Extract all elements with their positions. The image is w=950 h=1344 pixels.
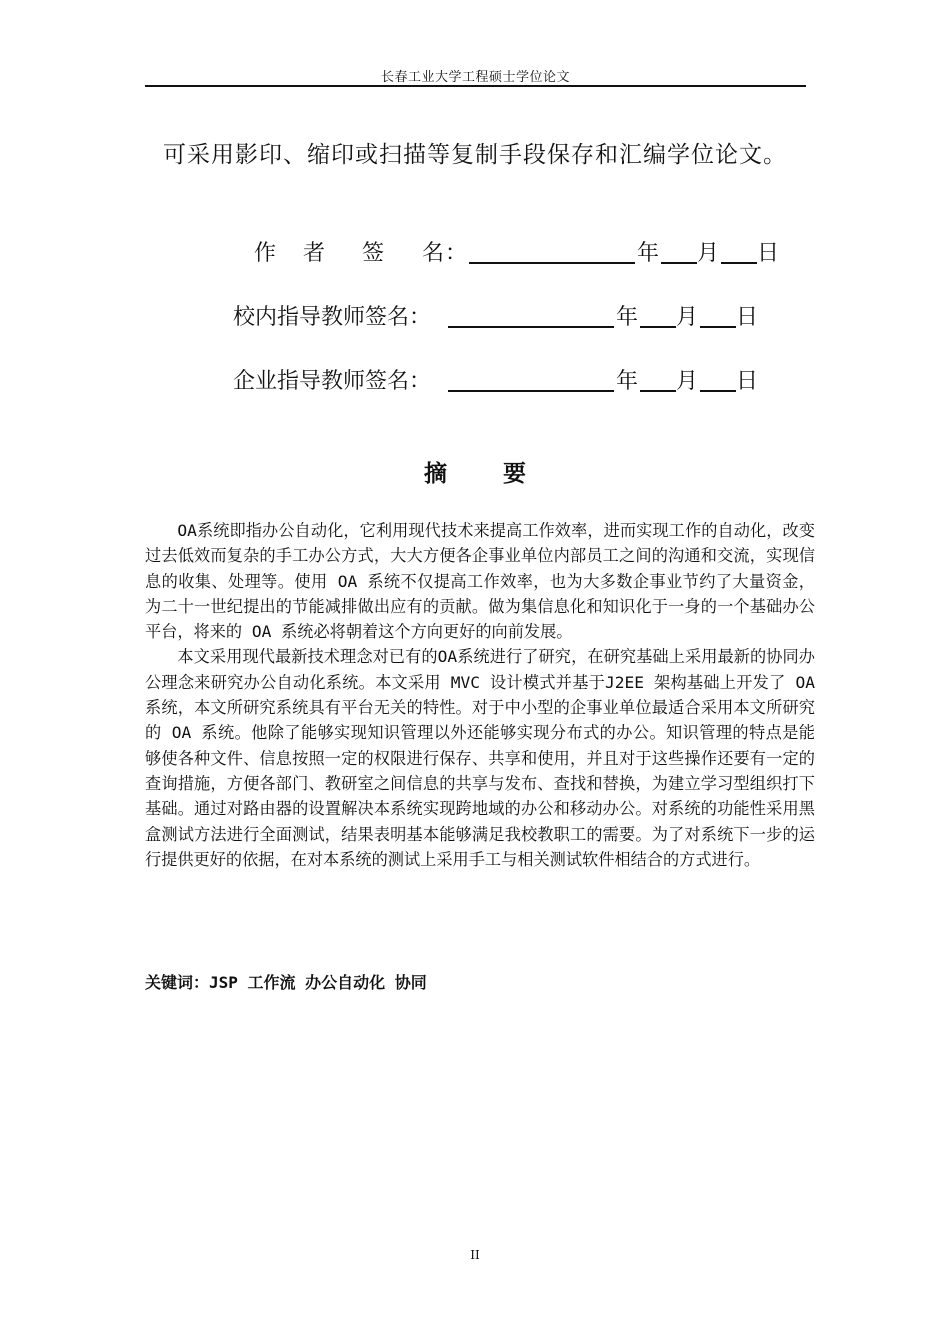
abstract-paragraph-2: 本文采用现代最新技术理念对已有的OA系统进行了研究，在研究基础上采用最新的协同办公理念来研究办公自动化系统。本文采用 MVC 设计模式并基于J2EE 架构基础上开发了 OA 系统，本文所研究系统具有平台无关的特性。对于中小型的企事业单位最适合采用本文所研究的 OA 系统。他除了能够实现知识管理以外还能够实现分布式的办公。知识管理的特点是能够使各种文件、信息按照一定的权限进行保存、共享和使用，并且对于这些操作还要有一定的查询措施，方便各部门、教研室之间信息的共享与发布、查找和替换，为建立学习型组织打下基础。通过对路由器的设置解决本系统实现跨地域的办公和移动办公。对系统的功能性采用黑盒测试方法进行全面测试，结果表明基本能够满足我校教职工的需要。为了对系统下一步的运行提供更好的依据，在对本系统的测试上采用手工与相关测试软件相结合的方式进行。 — [145, 647, 815, 869]
page-number: II — [470, 1248, 480, 1262]
abstract-paragraph-1: OA系统即指办公自动化，它利用现代技术来提高工作效率，进而实现工作的自动化，改变过去低效而复杂的手工办公方式，大大方便各企事业单位内部员工之间的沟通和交流，实现信息的收集、处理等。使用 OA 系统不仅提高工作效率，也为大多数企事业节约了大量资金，为二十一世纪提出的节能减排做出应有的贡献。做为集信息化和知识化于一身的一个基础办公平台，将来的 OA 系统必将朝着这个方向更好的向前发展。 — [145, 521, 815, 642]
enterprise-advisor-signature-row — [0, 364, 950, 400]
author-label-char-1: 作 — [254, 241, 277, 266]
author-year-blank[interactable] — [661, 236, 697, 264]
enterprise-advisor-year-label: 年 — [616, 369, 639, 394]
header-rule — [145, 85, 806, 87]
abstract-title-char-1: 摘 — [424, 460, 447, 487]
abstract-body — [145, 518, 815, 872]
author-label-char-4: 名 — [422, 241, 445, 266]
author-month-blank[interactable] — [721, 236, 757, 264]
author-signature-blank[interactable] — [469, 236, 635, 264]
abstract-title — [0, 455, 950, 488]
author-day-label: 日 — [757, 241, 780, 266]
author-label-char-2: 者 — [303, 241, 326, 266]
keywords: 关键词：JSP 工作流 办公自动化 协同 — [145, 973, 427, 992]
enterprise-advisor-label: 企业指导教师签名： — [233, 369, 432, 394]
internal-advisor-day-label: 日 — [736, 305, 759, 330]
abstract-title-char-2: 要 — [503, 460, 526, 487]
intro-text: 可采用影印、缩印或扫描等复制手段保存和汇编学位论文。 — [163, 142, 787, 168]
page-header-title: 长春工业大学工程硕士学位论文 — [380, 70, 570, 85]
internal-advisor-signature-row — [0, 300, 950, 336]
enterprise-advisor-year-blank[interactable] — [640, 364, 676, 392]
enterprise-advisor-day-label: 日 — [736, 369, 759, 394]
author-month-label: 月 — [697, 241, 720, 266]
author-label-colon: ： — [445, 241, 468, 266]
internal-advisor-month-blank[interactable] — [700, 300, 736, 328]
author-year-label: 年 — [637, 241, 660, 266]
internal-advisor-label: 校内指导教师签名： — [233, 305, 432, 330]
enterprise-advisor-month-blank[interactable] — [700, 364, 736, 392]
internal-advisor-year-blank[interactable] — [640, 300, 676, 328]
author-label-char-3: 签 — [362, 241, 385, 266]
internal-advisor-year-label: 年 — [616, 305, 639, 330]
enterprise-advisor-signature-blank[interactable] — [448, 364, 614, 392]
enterprise-advisor-month-label: 月 — [676, 369, 699, 394]
internal-advisor-month-label: 月 — [676, 305, 699, 330]
author-signature-row — [0, 236, 950, 272]
internal-advisor-signature-blank[interactable] — [448, 300, 614, 328]
